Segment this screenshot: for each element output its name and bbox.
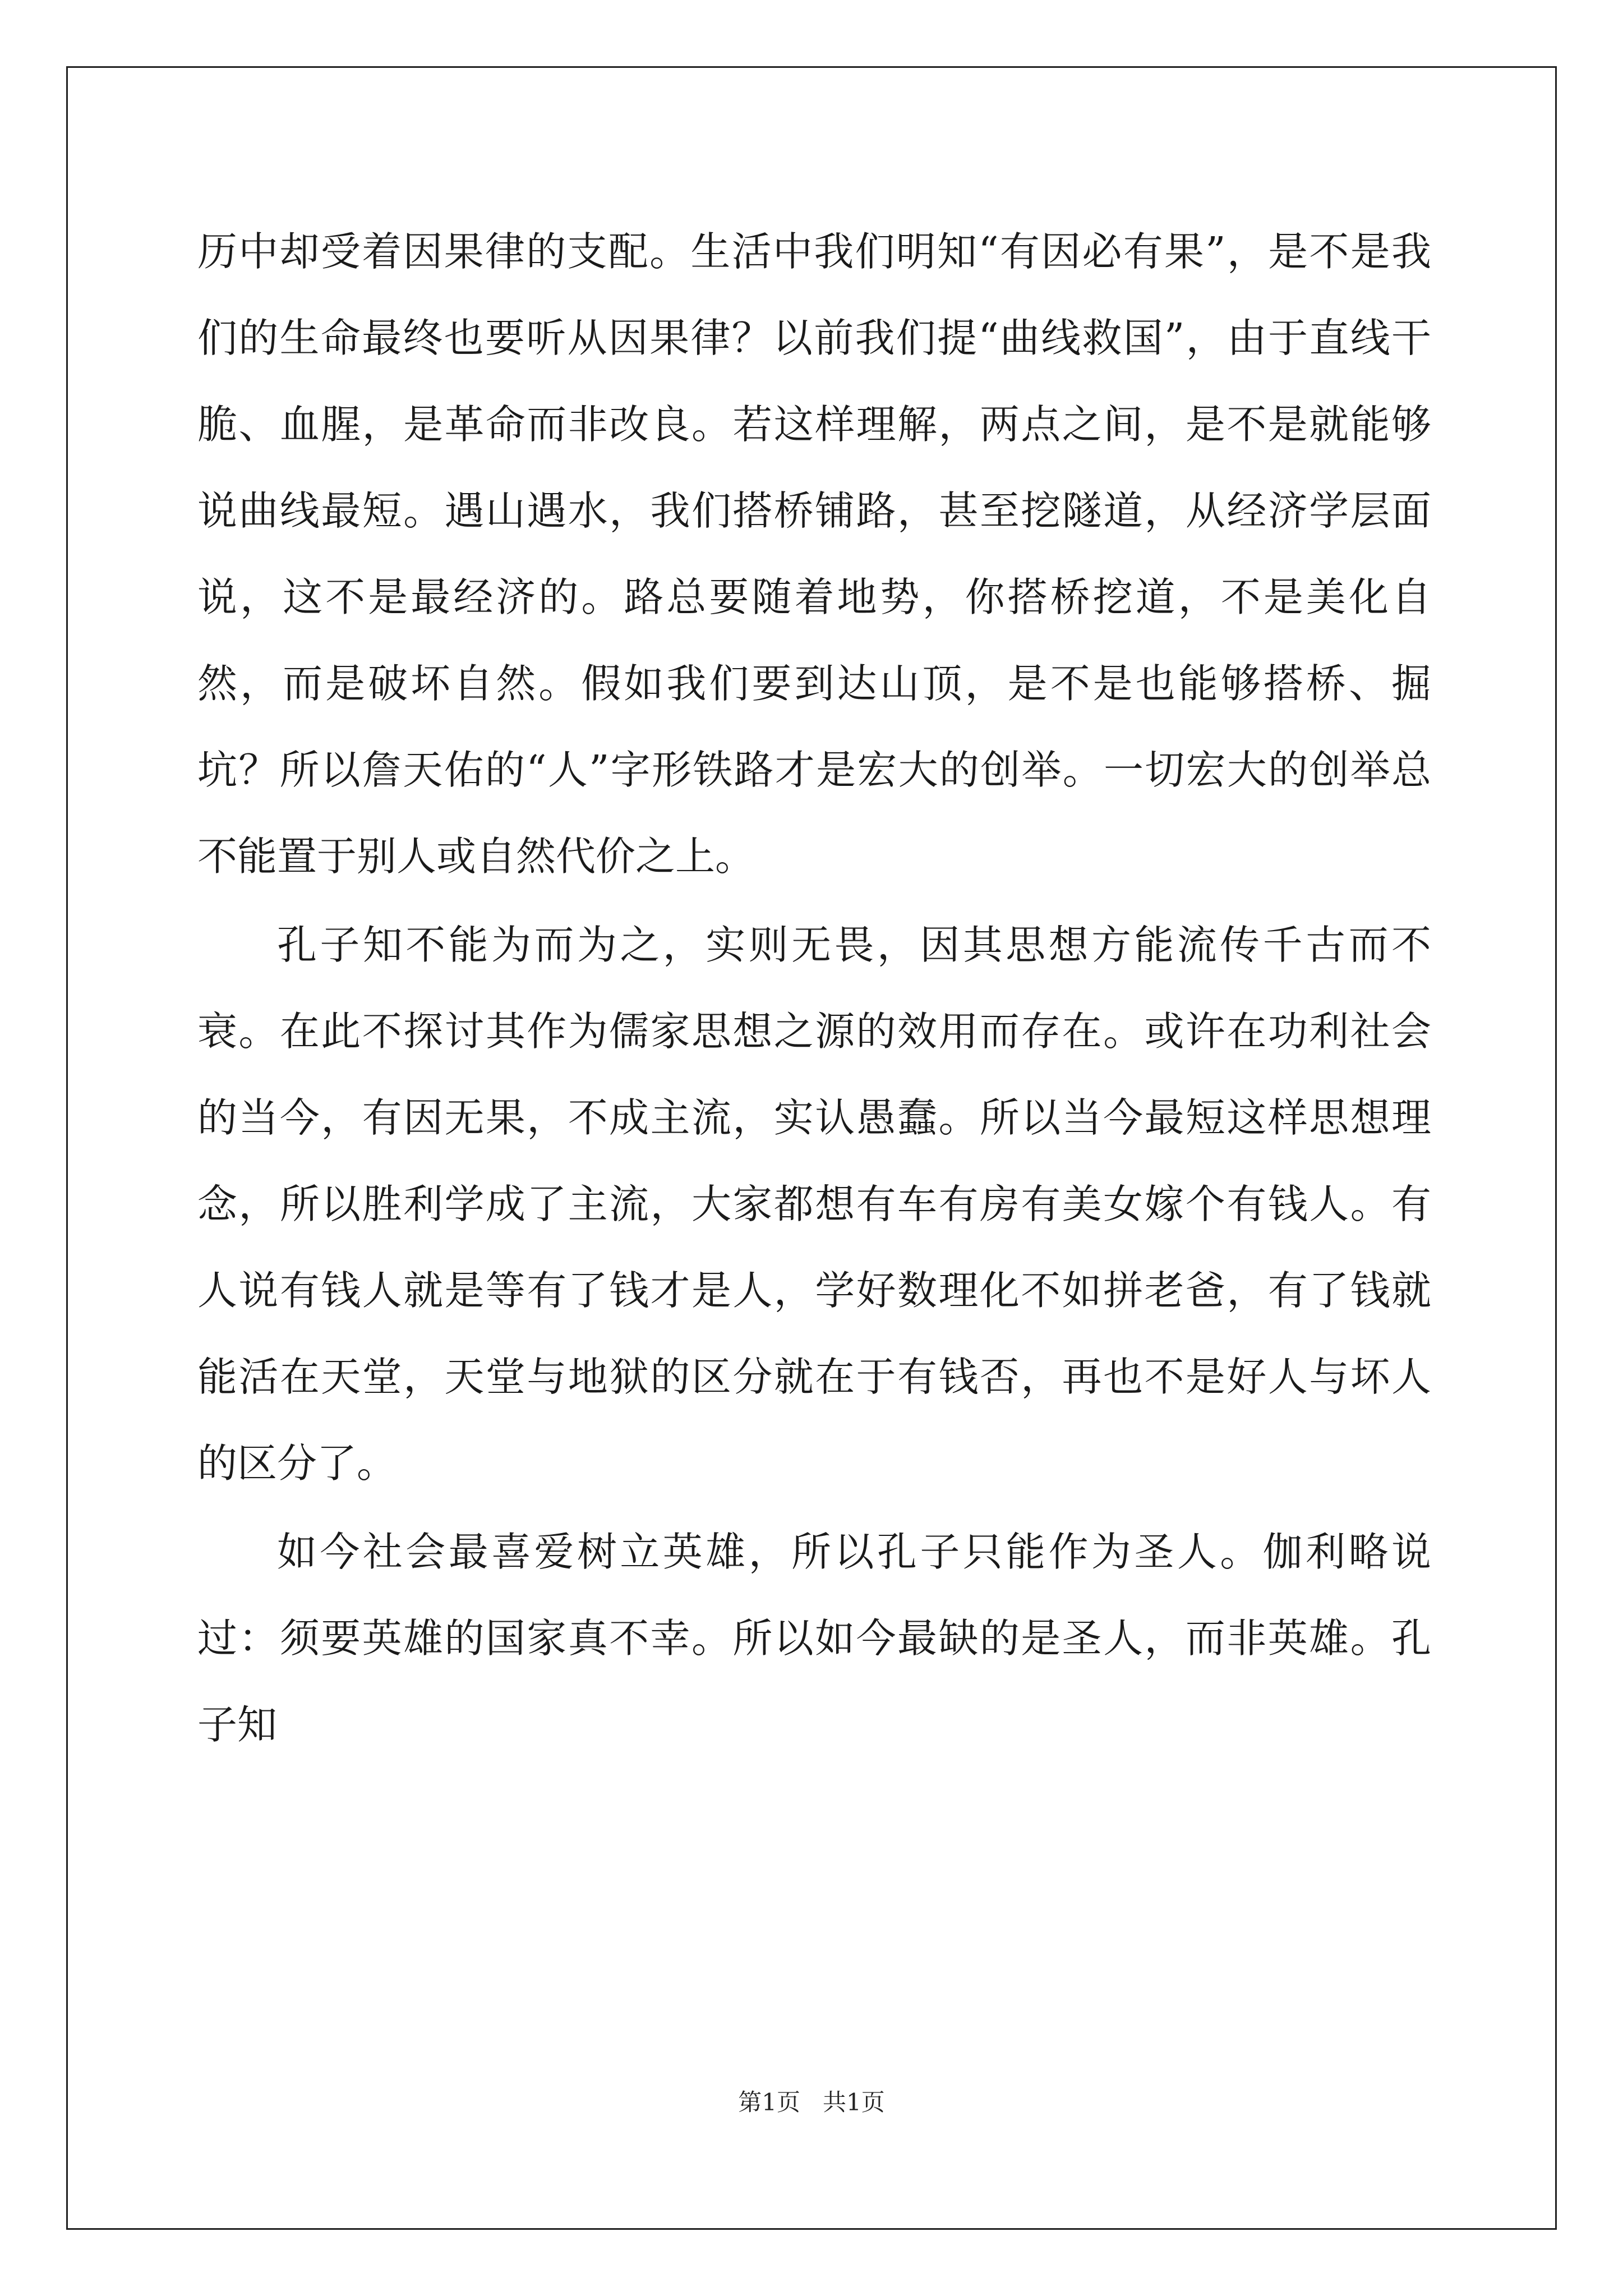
page-footer: 第1页 共1页 (738, 2088, 885, 2116)
paragraph-1: 历中却受着因果律的支配。生活中我们明知“有因必有果”，是不是我们的生命最终也要听从因果律？以前我们提“曲线救国”，由于直线干脆、血腥，是革命而非改良。若这样理解，两点之间，是不是就能够说曲线最短。遇山遇水，我们搭桥铺路，甚至挖隧道，从经济学层面说，这不是最经济的。路总要随着地势，你搭桥挖道，不是美化自然，而是破坏自然。假如我们要到达山顶，是不是也能够搭桥、掘坑？所以詹天佑的“人”字形铁路才是宏大的创举。一切宏大的创举总不能置于别人或自然代价之上。 (197, 228, 1431, 880)
document-body (197, 209, 1431, 1768)
paragraph-2: 孔子知不能为而为之，实则无畏，因其思想方能流传千古而不衰。在此不探讨其作为儒家思想之源的效用而存在。或许在功利社会的当今，有因无果，不成主流，实认愚蠢。所以当今最短这样思想理念，所以胜利学成了主流，大家都想有车有房有美女嫁个有钱人。有人说有钱人就是等有了钱才是人，学好数理化不如拼老爸，有了钱就能活在天堂，天堂与地狱的区分就在于有钱否，再也不是好人与坏人的区分了。 (197, 922, 1431, 1487)
paragraph-3: 如今社会最喜爱树立英雄，所以孔子只能作为圣人。伽利略说过：须要英雄的国家真不幸。所以如今最缺的是圣人，而非英雄。孔子知 (197, 1529, 1431, 1748)
